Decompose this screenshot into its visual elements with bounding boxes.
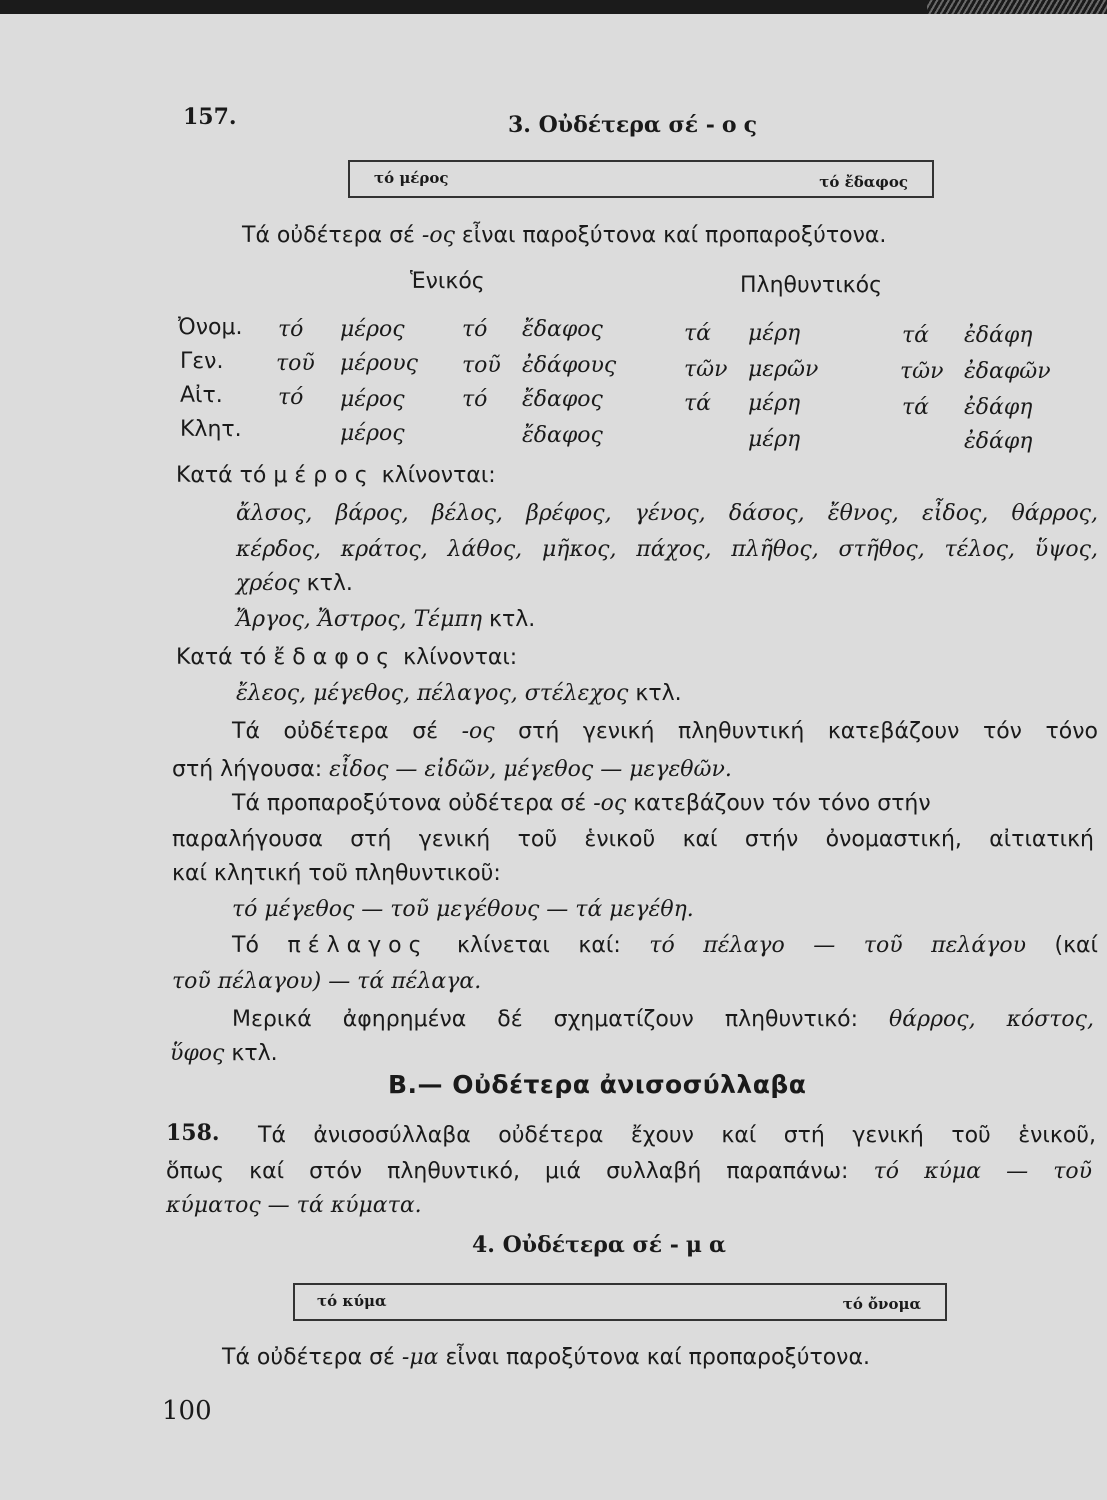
scan-top-edge [0, 0, 1107, 14]
form-edafos: ἔδαφος [522, 423, 603, 448]
form-edafos-plural: ἐδαφῶν [964, 359, 1051, 384]
heading-text: Οὐδέτερα σέ [538, 112, 699, 138]
form-meros-plural: μερῶν [748, 357, 819, 382]
text: Τά οὐδέτερα σέ [232, 719, 462, 744]
article: τά [684, 321, 712, 346]
article: τό [462, 317, 488, 342]
meros-list-line-1: ἄλσος, βάρος, βέλος, βρέφος, γένος, δάσος, ἔθνος, εἶδος, θάρρος, [236, 501, 1098, 526]
text: ὅπως καί στόν πληθυντικό, μιά συλλαβή παραπάνω: [166, 1159, 874, 1184]
edafos-list-intro [176, 644, 517, 672]
intro-text: κλίνονται: [374, 463, 496, 488]
intro-os-text-a: Τά οὐδέτερα σέ [242, 223, 422, 248]
paradigm-box-right: τό ἔδαφος [819, 173, 908, 191]
meros-list-line-3 [236, 570, 353, 598]
text: Τό [232, 933, 288, 958]
words: ἔλεος, μέγεθος, πέλαγος, στέλεχος [236, 681, 629, 706]
text: κλίνεται καί: [428, 933, 650, 958]
text: (καί [1025, 933, 1098, 958]
form-meros: μέρος [340, 317, 405, 342]
example: εἶδος — εἰδῶν, μέγεθος — μεγεθῶν. [329, 757, 732, 782]
form-meros-plural: μέρη [748, 391, 801, 416]
form-meros-plural: μέρη [748, 321, 801, 346]
rule-3-line-2: τοῦ πέλαγου) — τά πέλαγα. [172, 969, 482, 994]
rule-2-line-1 [232, 790, 931, 818]
intro-ma [222, 1344, 870, 1372]
rule-3-line-1 [232, 932, 1098, 960]
text: Τά προπαροξύτονα οὐδέτερα σέ [232, 791, 594, 816]
section-number-158: 158. [166, 1120, 220, 1146]
rule-2-line-2: παραλήγουσα στή γενική τοῦ ἑνικοῦ καί στήν ὀνομαστική, αἰτιατική [172, 827, 1094, 852]
heading-text: Οὐδέτερα σέ [502, 1232, 663, 1258]
rule-2-example: τό μέγεθος — τοῦ μεγέθους — τά μεγέθη. [232, 897, 694, 922]
page-number: 100 [162, 1396, 212, 1426]
etc: κτλ. [482, 607, 536, 632]
intro-os-text-c: εἶναι παροξύτονα καί προπαροξύτονα. [454, 223, 887, 248]
case-label: Γεν. [180, 349, 224, 374]
article: τοῦ [462, 353, 501, 378]
singular-label: Ἑνικός [410, 269, 485, 294]
paradigm-box-os [348, 160, 934, 198]
case-label: Αἰτ. [180, 383, 223, 408]
form-meros-plural: μέρη [748, 427, 801, 452]
heading-ending: -μα [669, 1232, 733, 1258]
case-label: Κλητ. [180, 417, 242, 442]
rule-4-line-2 [170, 1040, 278, 1068]
section-heading-neuter-os [508, 112, 764, 138]
paradigm-box-left: τό κύμα [317, 1292, 387, 1310]
section-158-line-1: Τά ἀνισοσύλλαβα οὐδέτερα ἔχουν καί στή γενική τοῦ ἑνικοῦ, [258, 1123, 1096, 1148]
scan-edge-hatch [927, 0, 1107, 14]
meros-list-line-4 [236, 606, 535, 634]
section-b-heading: Β.— Οὐδέτερα ἀνισοσύλλαβα [388, 1070, 807, 1099]
example: τό κύμα — τοῦ [873, 1159, 1092, 1184]
intro-ma-text-c: εἶναι παροξύτονα καί προπαροξύτονα. [438, 1345, 870, 1370]
intro-ma-text-a: Τά οὐδέτερα σέ [222, 1345, 402, 1370]
text: Μερικά ἀφηρημένα δέ σχηματίζουν πληθυντικό: [232, 1007, 890, 1032]
etc: κτλ. [224, 1041, 278, 1066]
intro-os-ending: -ος [421, 223, 455, 248]
form-edafos: ἔδαφος [522, 317, 603, 342]
rule-1-line-1 [232, 718, 1098, 746]
section-158-line-3: κύματος — τά κύματα. [166, 1193, 422, 1218]
text: στή γενική πληθυντική κατεβάζουν τόν τόνο [494, 719, 1098, 744]
intro-os [242, 222, 886, 250]
spaced-word-pelagos: πέλαγος [287, 933, 429, 958]
heading-number: 4. [472, 1232, 495, 1258]
etc: κτλ. [628, 681, 682, 706]
etc: κτλ. [299, 571, 353, 596]
text: στή λήγουσα: [172, 757, 330, 782]
article: τά [902, 395, 930, 420]
section-number-157: 157. [183, 104, 237, 130]
spaced-word-edafos: ἔδαφος [273, 645, 397, 670]
form-meros: μέρους [340, 351, 418, 376]
form-meros: μέρος [340, 387, 405, 412]
rule-1-line-2 [172, 756, 732, 784]
meros-list-intro [176, 462, 496, 490]
text: κατεβάζουν τόν τόνο στήν [626, 791, 931, 816]
spaced-word-meros: μέρος [273, 463, 375, 488]
ending: -ος [593, 791, 627, 816]
rule-4-line-1 [232, 1006, 1094, 1034]
article: τό [462, 387, 488, 412]
edafos-list-line [236, 680, 682, 708]
example: ὕφος [170, 1041, 225, 1066]
form-edafos-plural: ἐδάφη [964, 395, 1033, 420]
examples: θάρρος, κόστος, [889, 1007, 1094, 1032]
heading-number: 3. [508, 112, 531, 138]
paradigm-box-left: τό μέρος [374, 169, 449, 187]
ending: -ος [461, 719, 495, 744]
section-heading-neuter-ma [472, 1232, 733, 1258]
form-edafos: ἔδαφος [522, 387, 603, 412]
example: τό πέλαγο — τοῦ πελάγου [649, 933, 1026, 958]
intro-text: Κατά τό [176, 463, 274, 488]
paradigm-box-ma [293, 1283, 947, 1321]
word: χρέος [236, 571, 300, 596]
form-edafos-plural: ἐδάφη [964, 323, 1033, 348]
form-meros: μέρος [340, 421, 405, 446]
article: τά [902, 323, 930, 348]
heading-ending: -ος [705, 112, 764, 138]
article: τό [278, 385, 304, 410]
article: τῶν [684, 357, 728, 382]
plural-label: Πληθυντικός [740, 273, 883, 298]
form-edafos: ἐδάφους [522, 353, 617, 378]
intro-text: Κατά τό [176, 645, 274, 670]
proper-names: Ἄργος, Ἄστρος, Τέμπη [236, 607, 483, 632]
section-158-line-2 [166, 1158, 1092, 1186]
article: τά [684, 391, 712, 416]
intro-text: κλίνονται: [396, 645, 518, 670]
meros-list-line-2: κέρδος, κράτος, λάθος, μῆκος, πάχος, πλῆθος, στῆθος, τέλος, ὕψος, [236, 537, 1098, 562]
case-label: Ὀνομ. [178, 315, 243, 340]
rule-2-line-3: καί κλητική τοῦ πληθυντικοῦ: [172, 861, 501, 886]
form-edafos-plural: ἐδάφη [964, 429, 1033, 454]
intro-ma-ending: -μα [401, 1345, 439, 1370]
article: τοῦ [276, 351, 315, 376]
article: τό [278, 317, 304, 342]
article: τῶν [900, 359, 944, 384]
paradigm-box-right: τό ὄνομα [842, 1295, 921, 1313]
